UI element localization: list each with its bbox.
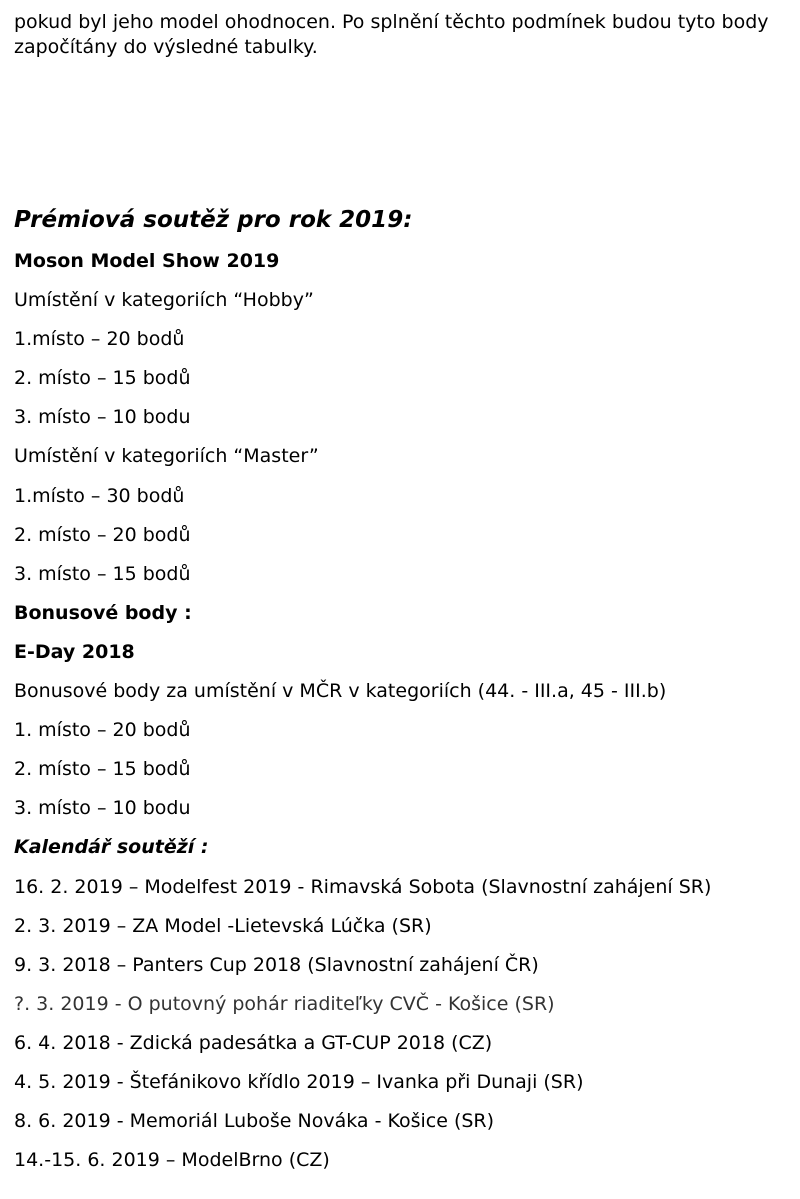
content-line: 1.místo – 20 bodů: [14, 328, 185, 351]
content-line: 2. 3. 2019 – ZA Model -Lietevská Lúčka (SR): [14, 914, 432, 937]
content-line: 2. místo – 15 bodů: [14, 367, 191, 390]
content-line: 3. místo – 10 bodu: [14, 797, 191, 820]
content-line: Kalendář soutěží :: [14, 836, 209, 859]
intro-paragraph: pokud byl jeho model ohodnocen. Po splnění těchto podmínek budou tyto body započítány do výsledné tabulky.: [14, 11, 769, 58]
content-line: 2. místo – 20 bodů: [14, 523, 191, 546]
content-line: 6. 4. 2018 - Zdická padesátka a GT-CUP 2018 (CZ): [14, 1031, 493, 1054]
content-line: 2. místo – 15 bodů: [14, 758, 191, 781]
content-line: Bonusové body za umístění v MČR v kategoriích (44. - III.a, 45 - III.b): [14, 680, 667, 703]
content-line: Umístění v kategoriích “Hobby”: [14, 289, 314, 312]
content-line: 16. 2. 2019 – Modelfest 2019 - Rimavská Sobota (Slavnostní zahájení SR): [14, 875, 712, 898]
content-line: E-Day 2018: [14, 640, 135, 663]
content-line: Moson Model Show 2019: [14, 250, 280, 272]
content-line: 9. 3. 2018 – Panters Cup 2018 (Slavnostní zahájení ČR): [14, 953, 539, 976]
section-title: Prémiová soutěž pro rok 2019:: [14, 207, 413, 233]
content-line: 14.-15. 6. 2019 – ModelBrno (CZ): [14, 1149, 330, 1172]
content-line: 4. 5. 2019 - Štefánikovo křídlo 2019 – Ivanka při Dunaji (SR): [14, 1070, 584, 1093]
content-line: ?. 3. 2019 - O putovný pohár riaditeľky CVČ - Košice (SR): [14, 992, 555, 1015]
content-line: 3. místo – 15 bodů: [14, 562, 191, 585]
content-line: 3. místo – 10 bodu: [14, 406, 191, 429]
content-line: Bonusové body :: [14, 601, 192, 624]
content-line: Umístění v kategoriích “Master”: [14, 445, 319, 468]
content-line: 1. místo – 20 bodů: [14, 719, 191, 742]
content-list: [14, 242, 794, 1180]
content-line: 1.místo – 30 bodů: [14, 484, 185, 507]
content-line: 8. 6. 2019 - Memoriál Luboše Nováka - Košice (SR): [14, 1110, 495, 1133]
